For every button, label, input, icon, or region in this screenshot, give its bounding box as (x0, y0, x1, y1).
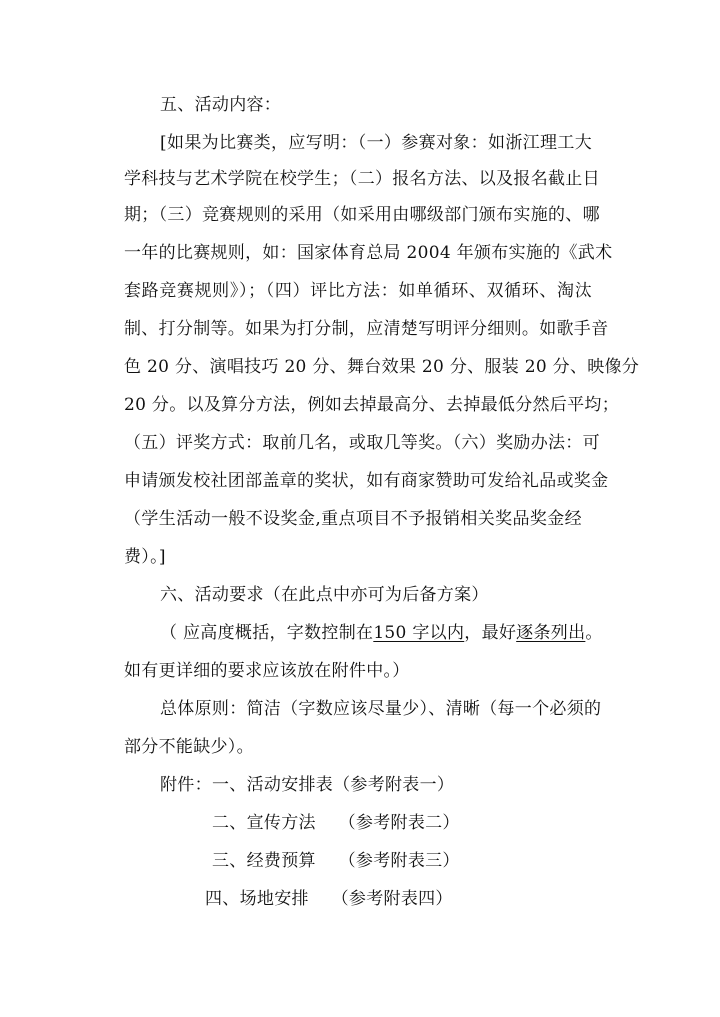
section5-line-2: 学科技与艺术学院在校学生；（二）报名方法、以及报名截止日 (124, 169, 600, 189)
requirement-text-2: ，最好 (464, 623, 517, 643)
section5-line-1: [如果为比赛类，应写明：（一）参赛对象：如浙江理工大 (160, 133, 592, 153)
section5-heading: 五、活动内容： (160, 95, 282, 115)
section5-line-3: 期；（三）竞赛规则的采用（如采用由哪级部门颁布实施的、哪 (124, 205, 600, 225)
section6-heading: 六、活动要求（在此点中亦可为后备方案） (160, 585, 489, 605)
attachment-item-4: 四、场地安排 （参考附表四） (205, 889, 453, 909)
requirement-text-1: （ 应高度概括，字数控制在 (160, 623, 374, 643)
requirement-line-1 (160, 621, 603, 645)
principle-line-2: 部分不能缺少）。 (124, 737, 254, 757)
requirement-line-2: 如有更详细的要求应该放在附件中。） (124, 661, 410, 681)
section5-line-7: 色 20 分、演唱技巧 20 分、舞台效果 20 分、服装 20 分、映像分 (124, 357, 640, 377)
section5-line-9: （五）评奖方式：取前几名，或取几等奖。（六）奖励办法：可 (124, 433, 600, 453)
section5-line-5: 套路竞赛规则》）；（四）评比方法：如单循环、双循环、淘汰 (124, 281, 592, 301)
principle-line-1: 总体原则：简洁（字数应该尽量少）、清晰（每一个必须的 (160, 699, 602, 719)
section5-line-12: 费）。] (124, 547, 166, 567)
attachment-item-1: 一、活动安排表（参考附表一） (212, 775, 455, 795)
section5-line-8: 20 分。以及算分方法，例如去掉最高分、去掉最低分然后平均； (124, 395, 620, 415)
section5-line-10: 申请颁发校社团部盖章的奖状，如有商家赞助可发给礼品或奖金 (124, 471, 609, 491)
requirement-text-3: 。 (585, 623, 603, 643)
word-limit-underlined: 150 字以内 (373, 623, 465, 643)
attachment-item-2: 二、宣传方法 （参考附表二） (212, 813, 460, 833)
itemize-underlined: 逐条列出 (516, 623, 586, 643)
section5-line-11: （学生活动一般不设奖金,重点项目不予报销相关奖品奖金经 (124, 509, 582, 529)
section5-line-4: 一年的比赛规则，如：国家体育总局 2004 年颁布实施的《武术 (124, 243, 613, 263)
attachments-label: 附件： (160, 775, 212, 795)
section5-line-6: 制、打分制等。如果为打分制，应清楚写明评分细则。如歌手音 (124, 319, 609, 339)
attachment-item-3: 三、经费预算 （参考附表三） (212, 851, 460, 871)
